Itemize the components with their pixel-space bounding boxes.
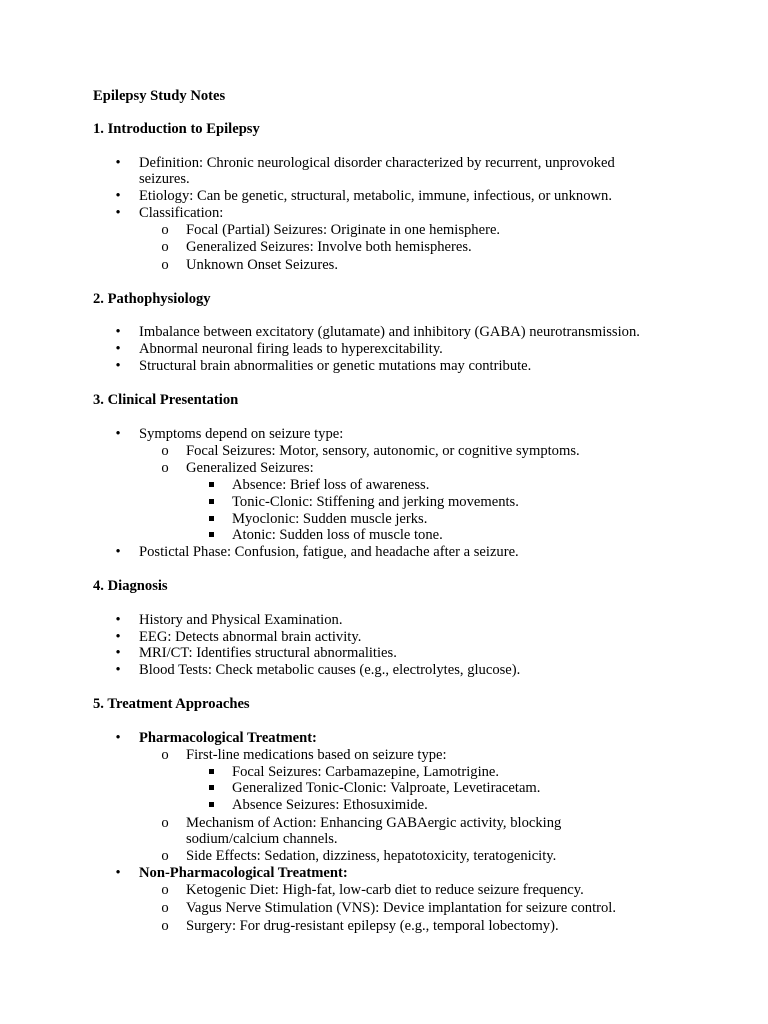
bullet-marker: • — [115, 645, 121, 661]
list-item-tonic-clonic: Tonic-Clonic: Stiffening and jerking movements. — [232, 494, 519, 510]
document-title: Epilepsy Study Notes — [93, 88, 226, 104]
list-item-structural: Structural brain abnormalities or genetic mutations may contribute. — [139, 358, 532, 374]
bullet-marker: • — [115, 358, 121, 374]
list-item-imbalance: Imbalance between excitatory (glutamate) and inhibitory (GABA) neurotransmission. — [139, 324, 640, 340]
circle-marker: o — [161, 900, 169, 916]
square-marker — [209, 769, 214, 774]
square-marker — [209, 516, 214, 521]
bullet-marker: • — [115, 324, 121, 340]
list-item-focal: Focal (Partial) Seizures: Originate in one hemisphere. — [186, 222, 501, 238]
bullet-marker: • — [115, 188, 121, 204]
bullet-marker: • — [115, 629, 121, 645]
list-item-gtc-meds: Generalized Tonic-Clonic: Valproate, Levetiracetam. — [232, 780, 541, 796]
list-item-mechanism-cont: sodium/calcium channels. — [186, 831, 338, 847]
bullet-marker: • — [115, 612, 121, 628]
list-item-side-effects: Side Effects: Sedation, dizziness, hepatotoxicity, teratogenicity. — [186, 848, 557, 864]
list-item-absence: Absence: Brief loss of awareness. — [232, 477, 430, 493]
bullet-marker: • — [115, 730, 121, 746]
bullet-marker: • — [115, 426, 121, 442]
circle-marker: o — [161, 882, 169, 898]
list-item-firing: Abnormal neuronal firing leads to hyperexcitability. — [139, 341, 443, 357]
list-item-symptoms: Symptoms depend on seizure type: — [139, 426, 344, 442]
circle-marker: o — [161, 443, 169, 459]
list-item-unknown-onset: Unknown Onset Seizures. — [186, 257, 338, 273]
square-marker — [209, 785, 214, 790]
list-item-focal-seizures: Focal Seizures: Motor, sensory, autonomic, or cognitive symptoms. — [186, 443, 580, 459]
circle-marker: o — [161, 815, 169, 831]
list-item-myoclonic: Myoclonic: Sudden muscle jerks. — [232, 511, 428, 527]
circle-marker: o — [161, 918, 169, 934]
bullet-marker: • — [115, 662, 121, 678]
list-item-mechanism: Mechanism of Action: Enhancing GABAergic activity, blocking — [186, 815, 562, 831]
list-item-definition-cont: seizures. — [139, 171, 190, 187]
list-item-pharmacological: Pharmacological Treatment: — [139, 730, 317, 746]
list-item-etiology: Etiology: Can be genetic, structural, metabolic, immune, infectious, or unknown. — [139, 188, 612, 204]
circle-marker: o — [161, 747, 169, 763]
square-marker — [209, 499, 214, 504]
bullet-marker: • — [115, 865, 121, 881]
list-item-absence-meds: Absence Seizures: Ethosuximide. — [232, 797, 428, 813]
list-item-ketogenic: Ketogenic Diet: High-fat, low-carb diet to reduce seizure frequency. — [186, 882, 584, 898]
square-marker — [209, 532, 214, 537]
list-item-first-line: First-line medications based on seizure type: — [186, 747, 447, 763]
list-item-vns: Vagus Nerve Stimulation (VNS): Device implantation for seizure control. — [186, 900, 617, 916]
section-heading-introduction: 1. Introduction to Epilepsy — [93, 121, 260, 137]
list-item-eeg: EEG: Detects abnormal brain activity. — [139, 629, 362, 645]
square-marker — [209, 482, 214, 487]
bullet-marker: • — [115, 544, 121, 560]
list-item-blood-tests: Blood Tests: Check metabolic causes (e.g., electrolytes, glucose). — [139, 662, 521, 678]
square-marker — [209, 802, 214, 807]
bullet-marker: • — [115, 341, 121, 357]
list-item-generalized-seizures: Generalized Seizures: — [186, 460, 314, 476]
bullet-marker: • — [115, 205, 121, 221]
list-item-postictal: Postictal Phase: Confusion, fatigue, and headache after a seizure. — [139, 544, 519, 560]
circle-marker: o — [161, 222, 169, 238]
section-heading-clinical-presentation: 3. Clinical Presentation — [93, 392, 239, 408]
list-item-mri-ct: MRI/CT: Identifies structural abnormalities. — [139, 645, 397, 661]
list-item-focal-meds: Focal Seizures: Carbamazepine, Lamotrigine. — [232, 764, 500, 780]
list-item-non-pharmacological: Non-Pharmacological Treatment: — [139, 865, 348, 881]
circle-marker: o — [161, 848, 169, 864]
circle-marker: o — [161, 239, 169, 255]
list-item-surgery: Surgery: For drug-resistant epilepsy (e.g., temporal lobectomy). — [186, 918, 559, 934]
list-item-definition: Definition: Chronic neurological disorder characterized by recurrent, unprovoked — [139, 155, 615, 171]
section-heading-treatment: 5. Treatment Approaches — [93, 696, 250, 712]
list-item-atonic: Atonic: Sudden loss of muscle tone. — [232, 527, 443, 543]
list-item-history: History and Physical Examination. — [139, 612, 343, 628]
bullet-marker: • — [115, 155, 121, 171]
circle-marker: o — [161, 460, 169, 476]
list-item-generalized: Generalized Seizures: Involve both hemispheres. — [186, 239, 472, 255]
list-item-classification: Classification: — [139, 205, 224, 221]
section-heading-pathophysiology: 2. Pathophysiology — [93, 291, 211, 307]
circle-marker: o — [161, 257, 169, 273]
section-heading-diagnosis: 4. Diagnosis — [93, 578, 168, 594]
